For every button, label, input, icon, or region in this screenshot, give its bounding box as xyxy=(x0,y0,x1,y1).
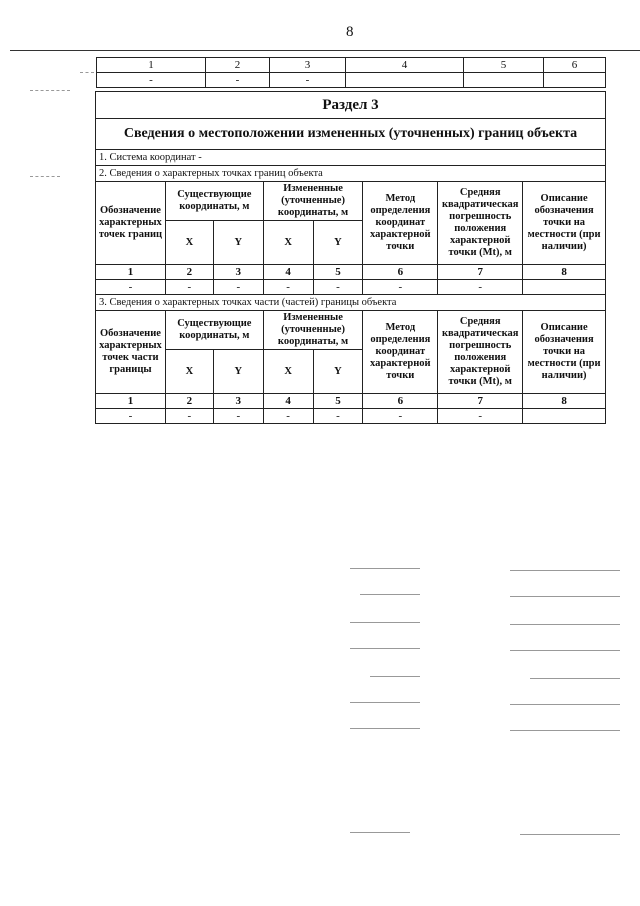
part-2-title: 2. Сведения о характерных точках границ объекта xyxy=(96,166,606,182)
col-changed-coords: Измененные (уточненные) координаты, м xyxy=(263,311,363,350)
table-cell: 6 xyxy=(544,58,606,73)
table-cell: 2 xyxy=(165,394,213,409)
table-cell xyxy=(346,73,464,88)
table-cell: 4 xyxy=(263,265,313,280)
table-cell: - xyxy=(363,280,438,295)
margin-mark xyxy=(30,90,70,91)
table-cell: - xyxy=(96,280,166,295)
table-cell xyxy=(544,73,606,88)
col-y: Y xyxy=(313,350,363,394)
col-method: Метод определения координат характерной точки xyxy=(363,311,438,394)
table-cell: 3 xyxy=(213,394,263,409)
table-cell: 7 xyxy=(438,265,523,280)
col-y: Y xyxy=(213,221,263,265)
table-cell: 5 xyxy=(313,394,363,409)
section-subtitle: Сведения о местоположении измененных (уточненных) границ объекта xyxy=(96,119,606,150)
faint-line xyxy=(510,704,620,705)
table-cell xyxy=(523,409,606,424)
faint-line xyxy=(510,730,620,731)
table-cell: - xyxy=(313,409,363,424)
table-cell: 3 xyxy=(213,265,263,280)
col-error: Средняя квадратическая погрешность положения характерной точки (Мt), м xyxy=(438,182,523,265)
col-x: X xyxy=(165,350,213,394)
faint-line xyxy=(350,702,420,703)
table-cell: - xyxy=(213,409,263,424)
table-cell: 6 xyxy=(363,265,438,280)
table-cell: 7 xyxy=(438,394,523,409)
table-cell: - xyxy=(97,73,206,88)
table-cell: - xyxy=(165,280,213,295)
col-existing-coords: Существующие координаты, м xyxy=(165,311,263,350)
header-rule xyxy=(10,50,640,51)
faint-line xyxy=(350,568,420,569)
faint-line xyxy=(350,832,410,833)
table-cell: - xyxy=(263,409,313,424)
faint-line xyxy=(350,728,420,729)
col-y: Y xyxy=(313,221,363,265)
faint-line xyxy=(350,622,420,623)
table-cell: - xyxy=(213,280,263,295)
faint-line xyxy=(530,678,620,679)
table-cell: 3 xyxy=(270,58,346,73)
table-row xyxy=(96,265,606,280)
table-cell: 2 xyxy=(206,58,270,73)
table-row xyxy=(97,73,606,88)
faint-line xyxy=(350,648,420,649)
faint-line xyxy=(510,570,620,571)
table-cell: 5 xyxy=(313,265,363,280)
col-x: X xyxy=(263,350,313,394)
table-cell: 4 xyxy=(346,58,464,73)
col-method: Метод определения координат характерной точки xyxy=(363,182,438,265)
table-cell: - xyxy=(313,280,363,295)
table-cell: 8 xyxy=(523,265,606,280)
page-number: 8 xyxy=(346,24,354,40)
coordinate-system: 1. Система координат - xyxy=(96,150,606,166)
col-point-designation: Обозначение характерных точек части границы xyxy=(96,311,166,394)
table-row xyxy=(96,280,606,295)
table-cell: 1 xyxy=(96,265,166,280)
margin-mark xyxy=(80,72,94,73)
table-cell: 1 xyxy=(96,394,166,409)
margin-mark xyxy=(30,176,60,177)
table-cell xyxy=(464,73,544,88)
table-cell: - xyxy=(438,409,523,424)
faint-line xyxy=(360,594,420,595)
faint-line xyxy=(510,650,620,651)
table-cell: 1 xyxy=(97,58,206,73)
table-cell xyxy=(523,280,606,295)
table-cell: - xyxy=(438,280,523,295)
table-cell: 6 xyxy=(363,394,438,409)
col-changed-coords: Измененные (уточненные) координаты, м xyxy=(263,182,363,221)
table-cell: 4 xyxy=(263,394,313,409)
section-3-table xyxy=(95,91,606,424)
col-error: Средняя квадратическая погрешность положения характерной точки (Мt), м xyxy=(438,311,523,394)
table-row xyxy=(97,58,606,73)
part-3-title: 3. Сведения о характерных точках части (частей) границы объекта xyxy=(96,295,606,311)
col-x: X xyxy=(165,221,213,265)
col-point-designation: Обозначение характерных точек границ xyxy=(96,182,166,265)
section-title: Раздел 3 xyxy=(96,92,606,119)
table-cell: - xyxy=(96,409,166,424)
table-cell: - xyxy=(165,409,213,424)
table-row xyxy=(96,409,606,424)
col-description: Описание обозначения точки на местности (при наличии) xyxy=(523,311,606,394)
faint-line xyxy=(370,676,420,677)
table-cell: 2 xyxy=(165,265,213,280)
col-existing-coords: Существующие координаты, м xyxy=(165,182,263,221)
col-description: Описание обозначения точки на местности (при наличии) xyxy=(523,182,606,265)
continuation-table xyxy=(96,57,606,88)
table-row xyxy=(96,394,606,409)
table-cell: 8 xyxy=(523,394,606,409)
col-x: X xyxy=(263,221,313,265)
table-cell: - xyxy=(263,280,313,295)
table-cell: - xyxy=(206,73,270,88)
table-cell: - xyxy=(270,73,346,88)
faint-line xyxy=(510,624,620,625)
table-cell: - xyxy=(363,409,438,424)
col-y: Y xyxy=(213,350,263,394)
table-cell: 5 xyxy=(464,58,544,73)
faint-line xyxy=(520,834,620,835)
faint-line xyxy=(510,596,620,597)
